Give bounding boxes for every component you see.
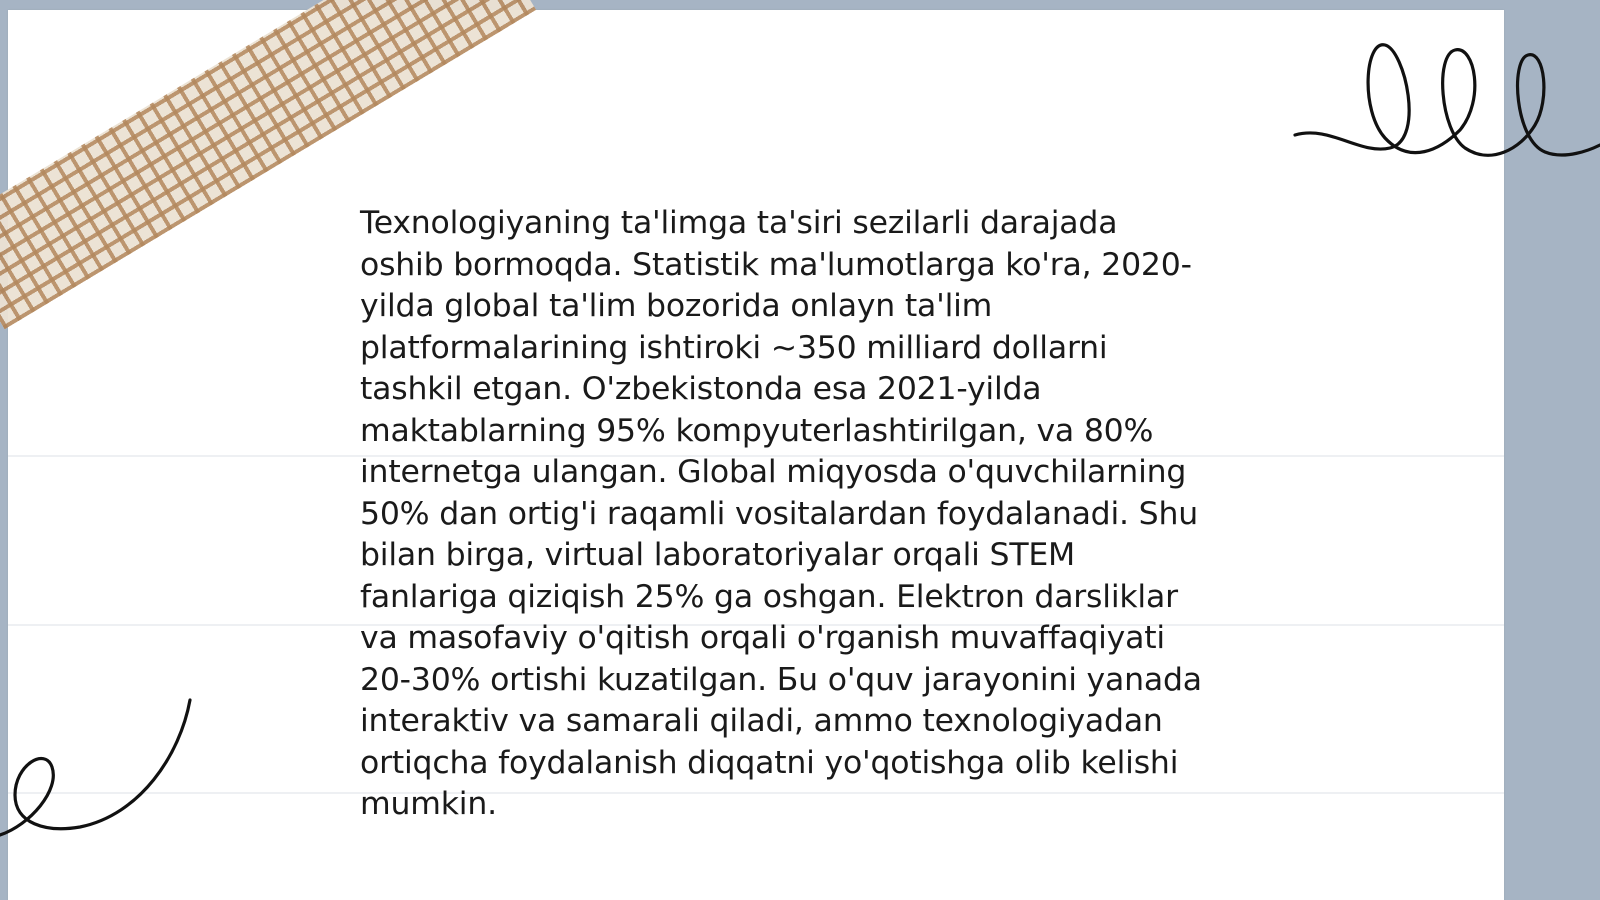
cursive-swirl-icon [0,695,200,845]
cursive-loops-icon [1290,30,1600,170]
slide-body-text: Texnologiyaning ta'limga ta'siri sezilarli darajada oshib bormoqda. Statistik ma'lumotlarga ko'ra, 2020- yilda global ta'lim bozorida onlayn ta'lim platformalarining ishtiroki ~350 milliard dollarni tashkil etgan. O'zbekistonda esa 2021-yilda maktablarning 95% kompyuterlashtirilgan, va 80% internetga ulangan. Global miqyosda o'quvchilarning 50% dan ortig'i raqamli vositalardan foydalanadi. Shu bilan birga, virtual laboratoriyalar orqali STEM fanlariga qiziqish 25% ga oshgan. Elektron darsliklar va masofaviy o'qitish orqali o'rganish muvaffaqiyati 20-30% ortishi kuzatilgan. Бu o'quv jarayonini yanada interaktiv va samarali qiladi, ammo texnologiyadan ortiqcha foydalanish diqqatni yo'qotishga olib kelishi mumkin. [360,205,1202,822]
